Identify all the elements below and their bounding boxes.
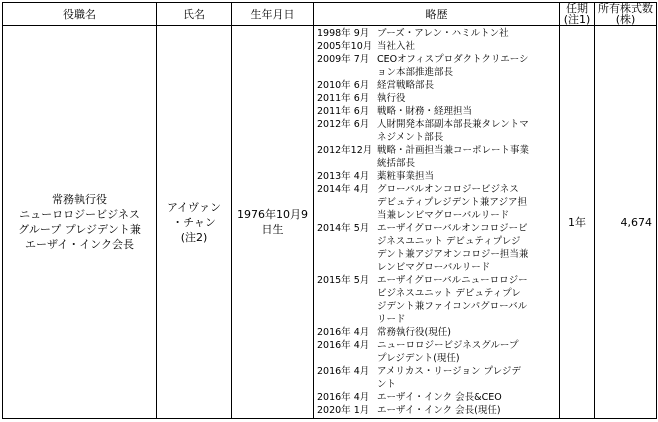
career-date: 2010年 6月 bbox=[317, 80, 370, 91]
name-line: (注2) bbox=[180, 230, 208, 244]
career-description-line: エーザイグローバルニューロロジー bbox=[377, 275, 528, 286]
career-entry bbox=[317, 79, 556, 92]
career-cell bbox=[314, 26, 560, 419]
career-description bbox=[377, 222, 556, 274]
header-name: 氏名 bbox=[157, 3, 232, 26]
shares-cell: 4,674 bbox=[595, 26, 657, 419]
career-description-line: 執行役 bbox=[377, 93, 406, 104]
career-entry bbox=[317, 144, 556, 170]
career-list bbox=[317, 27, 556, 417]
career-description bbox=[377, 40, 556, 53]
career-date: 2012年12月 bbox=[317, 145, 373, 156]
career-description-line: グローバルオンコロジービジネス bbox=[377, 184, 519, 195]
career-description-line: ント bbox=[377, 379, 397, 390]
name-line: ・チャン bbox=[172, 215, 216, 229]
term-cell: 1年 bbox=[560, 26, 595, 419]
career-description-line: 経営戦略部長 bbox=[377, 80, 435, 91]
career-description-line: ネジメント部長 bbox=[377, 132, 444, 143]
career-description-line: レンビマグローバルリード bbox=[377, 262, 491, 273]
birthdate-cell: 1976年10月9日生 bbox=[232, 26, 314, 419]
career-description-line: ョン本部推進部長 bbox=[377, 67, 454, 78]
career-date: 2011年 6月 bbox=[317, 93, 370, 104]
career-description-line: リード bbox=[377, 314, 406, 325]
position-line: ニューロロジービジネス bbox=[19, 208, 140, 221]
career-entry bbox=[317, 105, 556, 118]
career-date: 2015年 5月 bbox=[317, 275, 370, 286]
career-description bbox=[377, 53, 556, 79]
career-date: 2009年 7月 bbox=[317, 54, 370, 65]
career-description-line: ブーズ・アレン・ハミルトン社 bbox=[377, 28, 509, 39]
career-entry bbox=[317, 170, 556, 183]
career-entry bbox=[317, 339, 556, 365]
position-line: グループ プレジデント兼 bbox=[18, 223, 141, 236]
career-entry bbox=[317, 40, 556, 53]
career-date: 2011年 6月 bbox=[317, 106, 370, 117]
career-description bbox=[377, 79, 556, 92]
career-description bbox=[377, 339, 556, 365]
career-entry bbox=[317, 404, 556, 417]
position-cell bbox=[3, 26, 157, 419]
position-line: 常務執行役 bbox=[52, 193, 107, 206]
career-description-line: 当社入社 bbox=[377, 41, 416, 52]
header-shares: 所有株式数 (株) bbox=[595, 3, 657, 26]
career-date: 2013年 4月 bbox=[317, 171, 370, 182]
career-date: 2014年 4月 bbox=[317, 184, 370, 195]
career-entry bbox=[317, 365, 556, 391]
career-description bbox=[377, 170, 556, 183]
career-description-line: 人財開発本部副本部長兼タレントマ bbox=[377, 119, 529, 130]
name-line: アイヴァン bbox=[167, 200, 221, 214]
career-description-line: 常務執行役(現任) bbox=[377, 327, 451, 338]
career-entry bbox=[317, 326, 556, 339]
career-description-line: エーザイグローバルオンコロジービ bbox=[377, 223, 528, 234]
career-description-line: 薬粧事業担当 bbox=[377, 171, 435, 182]
career-entry bbox=[317, 92, 556, 105]
table-row bbox=[3, 26, 657, 419]
position-text bbox=[3, 192, 156, 252]
career-description bbox=[377, 27, 556, 40]
career-description bbox=[377, 144, 556, 170]
header-birthdate: 生年月日 bbox=[232, 3, 314, 26]
header-career: 略歴 bbox=[314, 3, 560, 26]
header-term: 任期 (注1) bbox=[560, 3, 595, 26]
header-position: 役職名 bbox=[3, 3, 157, 26]
career-description bbox=[377, 105, 556, 118]
career-description bbox=[377, 118, 556, 144]
career-date: 2016年 4月 bbox=[317, 340, 370, 351]
career-description-line: ジデント兼ファイコンパグローバル bbox=[377, 301, 528, 312]
career-date: 2014年 5月 bbox=[317, 223, 370, 234]
career-description bbox=[377, 92, 556, 105]
career-description bbox=[377, 391, 556, 404]
position-line: エーザイ・インク会長 bbox=[24, 238, 134, 251]
career-entry bbox=[317, 118, 556, 144]
career-description bbox=[377, 365, 556, 391]
career-entry bbox=[317, 183, 556, 222]
career-description-line: CEOオフィスプロダクトクリエーシ bbox=[377, 54, 529, 65]
career-description-line: ビジネスユニット デビュティプレ bbox=[377, 288, 521, 299]
career-description-line: デント兼アジアオンコロジー担当兼 bbox=[377, 249, 529, 260]
career-description-line: デビュティプレジデント兼アジア担 bbox=[377, 197, 528, 208]
career-description-line: エーザイ・インク 会長(現任) bbox=[377, 405, 501, 416]
career-description-line: ニューロロジービジネスグループ bbox=[377, 340, 519, 351]
career-description-line: 当兼レンビマグローバルリード bbox=[377, 210, 510, 221]
career-description-line: 戦略・計画担当兼コーポレート事業 bbox=[377, 145, 530, 156]
career-entry bbox=[317, 391, 556, 404]
officer-table bbox=[2, 2, 657, 419]
career-date: 2012年 6月 bbox=[317, 119, 370, 130]
career-entry bbox=[317, 27, 556, 40]
career-description bbox=[377, 404, 556, 417]
career-date: 2016年 4月 bbox=[317, 392, 370, 403]
career-description-line: 統括部長 bbox=[377, 158, 416, 169]
career-entry bbox=[317, 274, 556, 326]
name-text bbox=[157, 200, 231, 245]
career-description-line: アメリカス・リージョン プレジデ bbox=[377, 366, 521, 377]
career-date: 2016年 4月 bbox=[317, 327, 370, 338]
career-description-line: ジネスユニット デビュティプレジ bbox=[377, 236, 521, 247]
career-description bbox=[377, 274, 556, 326]
career-date: 1998年 9月 bbox=[317, 28, 370, 39]
career-entry bbox=[317, 53, 556, 79]
header-row bbox=[3, 3, 657, 26]
career-description bbox=[377, 183, 556, 222]
career-date: 2005年10月 bbox=[317, 41, 373, 52]
career-date: 2016年 4月 bbox=[317, 366, 370, 377]
career-description-line: エーザイ・インク 会長&CEO bbox=[377, 392, 502, 403]
name-cell bbox=[157, 26, 232, 419]
career-description-line: プレジデント(現任) bbox=[377, 353, 460, 364]
career-description bbox=[377, 326, 556, 339]
career-date: 2020年 1月 bbox=[317, 405, 370, 416]
career-entry bbox=[317, 222, 556, 274]
career-description-line: 戦略・財務・経理担当 bbox=[377, 106, 473, 117]
